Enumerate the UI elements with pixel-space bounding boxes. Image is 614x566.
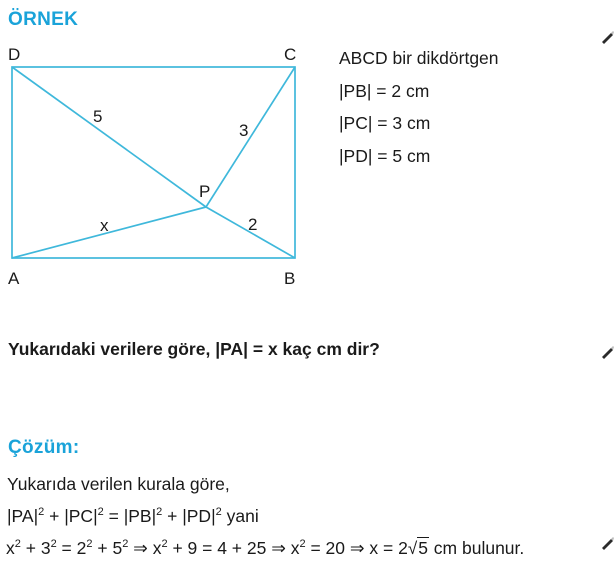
implies-arrow: ⇒ bbox=[345, 538, 370, 558]
implies-arrow: ⇒ bbox=[266, 538, 291, 558]
question-text: Yukarıdaki verilere göre, |PA| = x kaç cm dir? bbox=[8, 339, 380, 359]
calc-term: x bbox=[290, 538, 300, 558]
formula-term-pb: = |PB| bbox=[103, 506, 157, 526]
calc-term: x bbox=[6, 538, 15, 558]
exponent: 2 bbox=[161, 538, 168, 550]
example-heading: ÖRNEK bbox=[8, 9, 79, 30]
calc-term: + 9 = 4 + 25 bbox=[167, 538, 267, 558]
exponent: 2 bbox=[215, 506, 222, 518]
formula-term-pd: + |PD| bbox=[162, 506, 216, 526]
calc-term: = 2 bbox=[56, 538, 87, 558]
rectangle-figure bbox=[0, 0, 340, 300]
segment-label-pa: x bbox=[100, 216, 109, 235]
exponent: 2 bbox=[97, 506, 104, 518]
radicand: 5 bbox=[418, 538, 428, 558]
segment-pc bbox=[206, 67, 295, 207]
calc-term: = 20 bbox=[305, 538, 346, 558]
calc-term: cm bulunur. bbox=[428, 538, 525, 558]
segment-label-pd: 5 bbox=[93, 107, 103, 126]
pencil-marker-icon bbox=[600, 536, 614, 550]
solution-line-formula bbox=[7, 500, 524, 532]
solution-heading: Çözüm: bbox=[8, 437, 80, 458]
calc-term: x = 2 bbox=[369, 538, 408, 558]
vertex-label-c: C bbox=[284, 45, 297, 64]
given-line-pd: |PD| = 5 cm bbox=[339, 145, 431, 166]
calc-term: x bbox=[152, 538, 162, 558]
solution-line-calculation bbox=[6, 532, 524, 565]
segment-pa bbox=[12, 207, 206, 258]
calc-term: + 3 bbox=[20, 538, 51, 558]
formula-term-pa: |PA| bbox=[7, 506, 39, 526]
pencil-marker-icon bbox=[600, 345, 614, 359]
segment-label-pb: 2 bbox=[248, 215, 258, 234]
vertex-label-d: D bbox=[8, 45, 21, 64]
segment-pd bbox=[12, 67, 206, 207]
formula-connector: yani bbox=[221, 506, 259, 526]
calc-term: + 5 bbox=[92, 538, 123, 558]
segment-label-pc: 3 bbox=[239, 121, 249, 140]
square-root-icon: √5 bbox=[407, 538, 428, 558]
exponent: 2 bbox=[299, 538, 306, 550]
exponent: 2 bbox=[50, 538, 57, 550]
implies-arrow: ⇒ bbox=[128, 538, 153, 558]
exponent: 2 bbox=[86, 538, 93, 550]
formula-term-pc: + |PC| bbox=[44, 506, 98, 526]
exponent: 2 bbox=[122, 538, 129, 550]
pencil-marker-icon bbox=[600, 30, 614, 44]
given-info bbox=[339, 42, 499, 172]
vertex-label-b: B bbox=[284, 269, 296, 288]
exponent: 2 bbox=[156, 506, 163, 518]
given-line-pc: |PC| = 3 cm bbox=[339, 113, 431, 133]
solution-line-rule: Yukarıda verilen kurala göre, bbox=[7, 474, 230, 494]
vertex-label-a: A bbox=[8, 269, 20, 288]
exponent: 2 bbox=[38, 506, 45, 518]
exponent: 2 bbox=[14, 538, 21, 550]
vertex-label-p: P bbox=[199, 182, 211, 201]
given-line-rectangle: ABCD bir dikdörtgen bbox=[339, 48, 499, 68]
given-line-pb: |PB| = 2 cm bbox=[339, 80, 430, 101]
solution-body bbox=[7, 468, 524, 565]
